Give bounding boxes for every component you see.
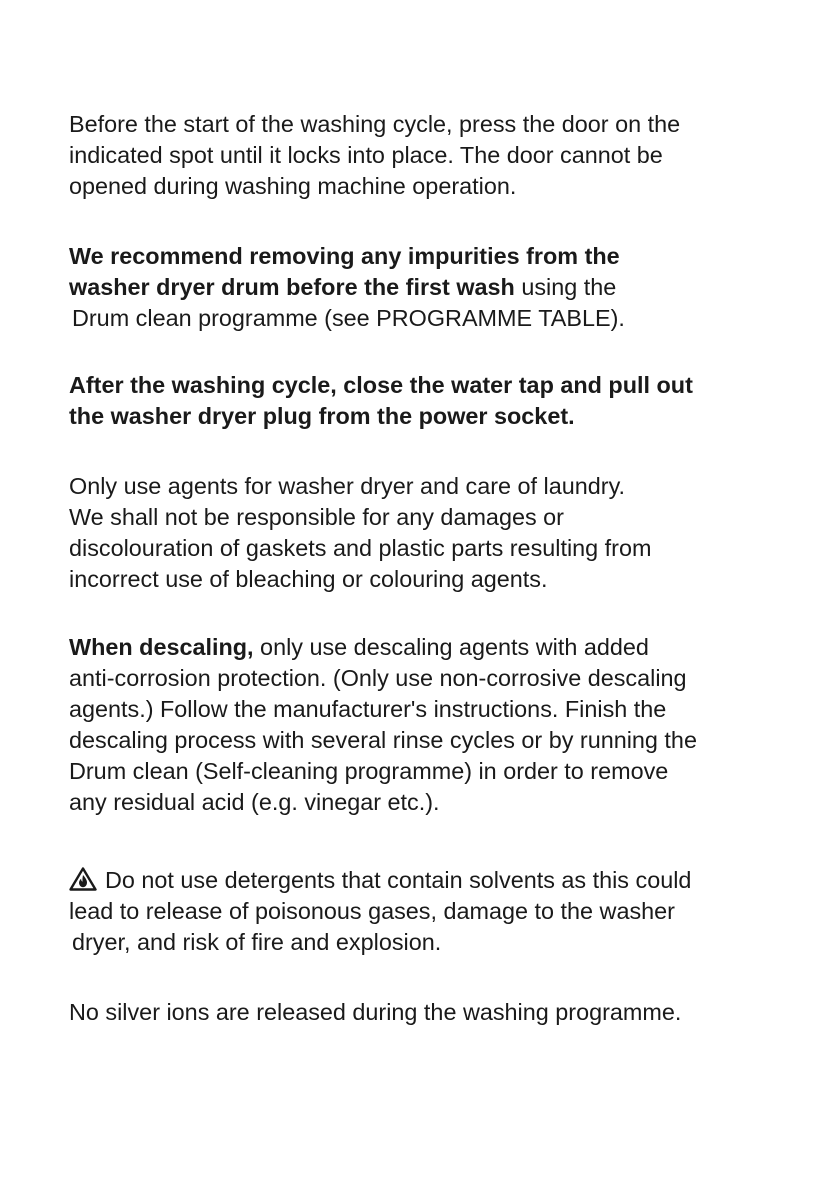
text-line: No silver ions are released during the washing programme. xyxy=(69,999,682,1025)
text-line: any residual acid (e.g. vinegar etc.). xyxy=(69,789,440,815)
text-line: lead to release of poisonous gases, damage to the washer xyxy=(69,898,675,924)
recommend-paragraph xyxy=(69,241,789,334)
bold-text-line: We recommend removing any impurities from the xyxy=(69,243,620,269)
fire-warning-icon xyxy=(69,867,97,891)
text-line: Drum clean (Self-cleaning programme) in order to remove xyxy=(69,758,669,784)
text-line: discolouration of gaskets and plastic parts resulting from xyxy=(69,535,652,561)
text-line: We shall not be responsible for any damages or xyxy=(69,504,564,530)
bold-text-line: the washer dryer plug from the power socket. xyxy=(69,403,575,429)
text-line: indicated spot until it locks into place. The door cannot be xyxy=(69,142,663,168)
silver-ions-paragraph xyxy=(69,997,789,1028)
text-line: incorrect use of bleaching or colouring agents. xyxy=(69,566,548,592)
text: Do not use detergents that contain solvents as this could xyxy=(105,867,692,893)
text-line: opened during washing machine operation. xyxy=(69,173,517,199)
text-line: Only use agents for washer dryer and care of laundry. xyxy=(69,473,626,499)
bold-text-line: After the washing cycle, close the water tap and pull out xyxy=(69,372,693,398)
text-line: anti-corrosion protection. (Only use non-corrosive descaling xyxy=(69,665,687,691)
descaling-paragraph xyxy=(69,632,789,818)
text: using the xyxy=(514,274,617,300)
door-paragraph xyxy=(69,109,789,202)
text-line: Before the start of the washing cycle, press the door on the xyxy=(69,111,681,137)
bold-text: washer dryer drum before the first wash xyxy=(69,274,515,300)
warning-paragraph xyxy=(69,865,789,958)
text-line: descaling process with several rinse cycles or by running the xyxy=(69,727,697,753)
text-line: agents.) Follow the manufacturer's instructions. Finish the xyxy=(69,696,667,722)
text-line: dryer, and risk of fire and explosion. xyxy=(72,929,442,955)
text-line xyxy=(69,632,789,663)
text-line xyxy=(69,272,789,303)
bold-text: When descaling, xyxy=(69,634,254,660)
text-line: Drum clean programme (see PROGRAMME TABLE). xyxy=(72,305,625,331)
after-wash-paragraph xyxy=(69,370,789,432)
agents-paragraph xyxy=(69,471,789,595)
text: only use descaling agents with added xyxy=(253,634,649,660)
text-line xyxy=(69,865,789,896)
